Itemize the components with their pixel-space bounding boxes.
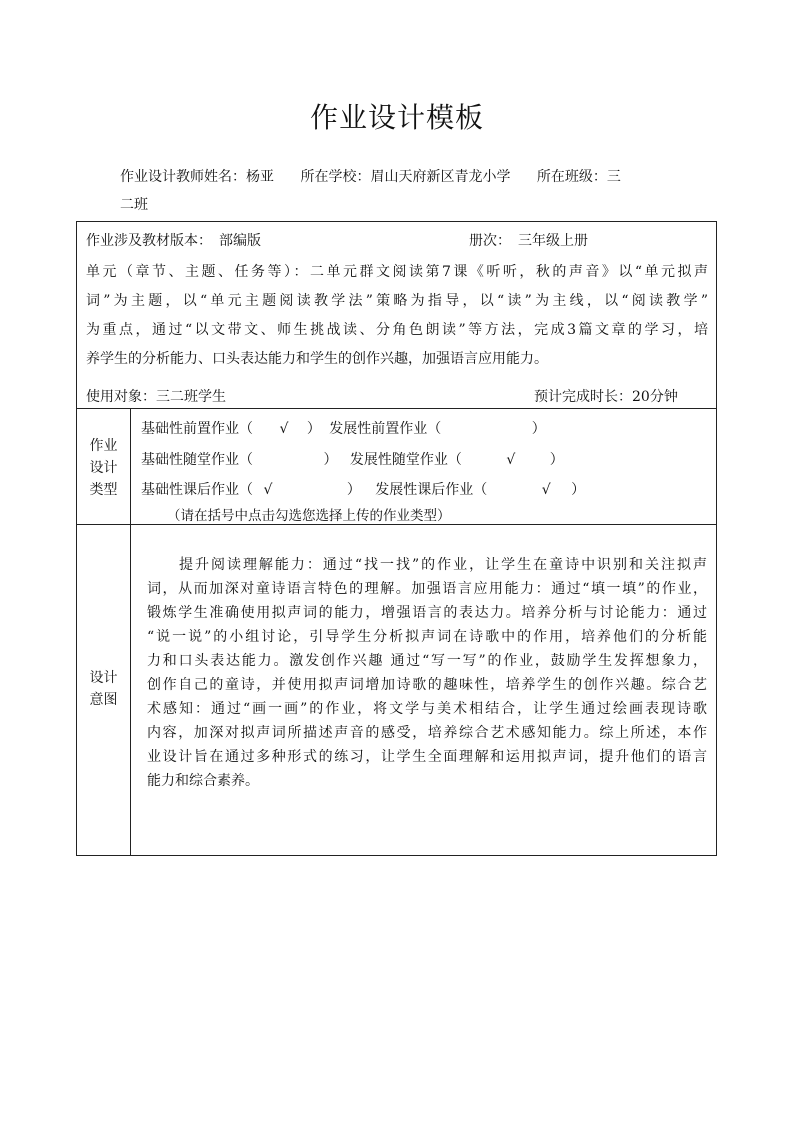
after-homework-line: 基础性课后作业（ √ ） 发展性课后作业（ √ ） <box>141 482 586 498</box>
pre-dev-option[interactable]: 发展性前置作业（ <box>329 421 442 437</box>
class-basic-option[interactable]: 基础性随堂作业（ <box>141 452 253 468</box>
document-title: 作业设计模板 <box>309 101 484 134</box>
estimated-duration: 预计完成时长：20分钟 <box>534 389 678 405</box>
textbook-edition: 作业涉及教材版本： 部编版 <box>86 233 261 249</box>
textbook-volume: 册次： 三年级上册 <box>469 233 588 249</box>
intent-line: 能力和综合素养。 <box>147 773 259 789</box>
after-dev-checkmark[interactable]: √ <box>541 482 551 498</box>
class-name: 所在班级：三 <box>536 169 621 185</box>
unit-description <box>86 258 708 374</box>
type-instruction: （请在括号中点击勾选您选择上传的作业类型） <box>167 508 451 524</box>
pre-homework-line: 基础性前置作业（ √ ） 发展性前置作业（ ） <box>141 421 546 437</box>
column-divider <box>130 525 131 855</box>
homework-type-row <box>77 409 716 525</box>
target-students: 使用对象：三二班学生 <box>86 389 226 405</box>
pre-basic-checkmark[interactable]: √ <box>279 421 289 437</box>
header-info <box>120 163 680 191</box>
after-basic-checkmark[interactable]: √ <box>263 482 273 498</box>
intent-line: 锻炼学生准确使用拟声词的能力，增强语言的表达力。培养分析与讨论能力：通过 <box>147 605 707 621</box>
intent-line: 业设计旨在通过多种形式的练习，让学生全面理解和运用拟声词，提升他们的语言 <box>147 749 707 765</box>
teacher-name: 作业设计教师姓名：杨亚 <box>120 169 274 185</box>
intent-line: “说一说”的小组讨论，引导学生分析拟声词在诗歌中的作用，培养他们的分析能 <box>147 629 707 645</box>
intent-line: 术感知：通过“画一画”的作业，将文学与美术相结合，让学生通过绘画表现诗歌 <box>147 701 707 717</box>
after-dev-option[interactable]: 发展性课后作业（ <box>375 482 488 498</box>
pre-basic-option[interactable]: 基础性前置作业（ <box>141 421 253 437</box>
intent-label: 设计 意图 <box>89 670 118 708</box>
class-homework-line: 基础性随堂作业（ ） 发展性随堂作业（ √ ） <box>141 452 564 468</box>
class-name-continued: 二班 <box>120 197 148 213</box>
type-label: 作业 设计 类型 <box>89 438 118 498</box>
design-intent-text <box>147 553 707 793</box>
class-dev-checkmark[interactable]: √ <box>506 452 516 468</box>
school-name: 所在学校：眉山天府新区青龙小学 <box>300 169 511 185</box>
after-basic-option[interactable]: 基础性课后作业（ <box>141 482 253 498</box>
intent-line: 力和口头表达能力。激发创作兴趣 通过“写一写”的作业，鼓励学生发挥想象力， <box>147 653 707 669</box>
intent-line: 内容，加深对拟声词所描述声音的感受，培养综合艺术感知能力。综上所述，本作 <box>147 725 707 741</box>
intent-line: 提升阅读理解能力：通过“找一找”的作业，让学生在童诗中识别和关注拟声 <box>147 557 707 573</box>
class-dev-option[interactable]: 发展性随堂作业（ <box>349 452 462 468</box>
unit-info-row <box>77 222 716 409</box>
intent-line: 词，从而加深对童诗语言特色的理解。加强语言应用能力：通过“填一填”的作业， <box>147 581 707 597</box>
unit-line: 为重点，通过“以文带文、师生挑战读、分角色朗读”等方法，完成3篇文章的学习，培 <box>86 322 708 338</box>
homework-design-table <box>76 221 717 856</box>
unit-line: 单元（章节、主题、任务等）：二单元群文阅读第7课《听听，秋的声音》以“单元拟声 <box>86 264 708 280</box>
unit-line: 养学生的分析能力、口头表达能力和学生的创作兴趣，加强语言应用能力。 <box>86 351 548 367</box>
design-intent-row <box>77 525 716 855</box>
intent-line: 创作自己的童诗，并使用拟声词增加诗歌的趣味性，培养学生的创作兴趣。综合艺 <box>147 677 707 693</box>
column-divider <box>130 409 131 524</box>
unit-line: 词”为主题，以“单元主题阅读教学法”策略为指导，以“读”为主线，以“阅读教学” <box>86 293 708 309</box>
